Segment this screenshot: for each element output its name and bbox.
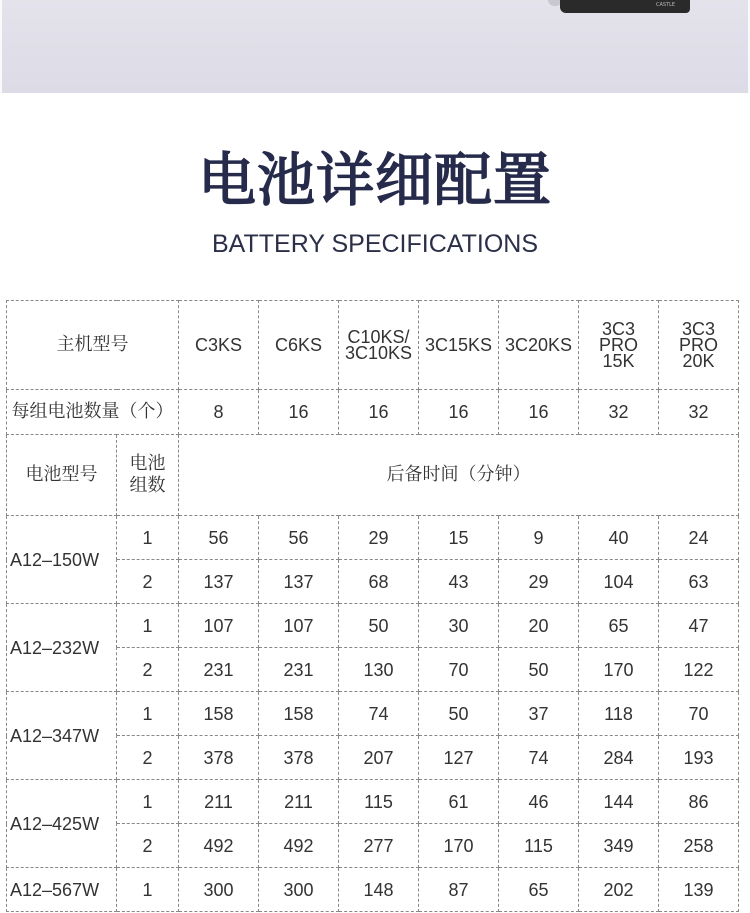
- backup-minutes: 137: [259, 560, 339, 604]
- backup-minutes: 300: [179, 868, 259, 912]
- backup-minutes: 43: [419, 560, 499, 604]
- host-model-text: 3C15KS: [424, 335, 493, 355]
- backup-minutes: 20: [499, 604, 579, 648]
- group-count: 2: [117, 824, 179, 868]
- group-count: 1: [117, 604, 179, 648]
- backup-minutes: 207: [339, 736, 419, 780]
- backup-minutes: 115: [339, 780, 419, 824]
- battery-model: A12–567W: [7, 868, 117, 912]
- backup-minutes: 74: [499, 736, 579, 780]
- battery-count-2: 16: [259, 390, 339, 435]
- battery-count-3: 16: [339, 390, 419, 435]
- backup-minutes: 170: [579, 648, 659, 692]
- host-model-7: [659, 301, 739, 390]
- backup-minutes: 107: [179, 604, 259, 648]
- backup-minutes: 65: [579, 604, 659, 648]
- battery-count-label: 每组电池数量（个）: [7, 390, 179, 435]
- host-model-text: C3KS: [194, 335, 243, 355]
- battery-count-1: 8: [179, 390, 259, 435]
- backup-minutes: 50: [499, 648, 579, 692]
- battery-model: A12–232W: [7, 604, 117, 692]
- group-count-label: [117, 435, 179, 516]
- backup-minutes: 137: [179, 560, 259, 604]
- battery-count-5: 16: [499, 390, 579, 435]
- backup-minutes: 9: [499, 516, 579, 560]
- group-count: 1: [117, 516, 179, 560]
- backup-minutes: 284: [579, 736, 659, 780]
- backup-minutes: 202: [579, 868, 659, 912]
- backup-minutes: 87: [419, 868, 499, 912]
- backup-minutes: 74: [339, 692, 419, 736]
- group-count-text: 电池 组数: [129, 453, 166, 496]
- ups-device-image: [560, 0, 690, 13]
- host-model-row: [7, 301, 739, 390]
- backup-minutes: 158: [259, 692, 339, 736]
- host-model-text: 3C3 PRO 15K: [598, 318, 638, 371]
- backup-minutes: 231: [179, 648, 259, 692]
- backup-minutes: 378: [179, 736, 259, 780]
- backup-minutes: 29: [499, 560, 579, 604]
- backup-minutes: 211: [259, 780, 339, 824]
- table-row: [7, 516, 739, 560]
- table-row: [7, 736, 739, 780]
- page-title: 电池详细配置: [197, 146, 552, 214]
- backup-time-label: 后备时间（分钟）: [179, 435, 739, 516]
- backup-minutes: 115: [499, 824, 579, 868]
- backup-minutes: 46: [499, 780, 579, 824]
- host-model-label: 主机型号: [7, 301, 179, 390]
- battery-model: A12–425W: [7, 780, 117, 868]
- host-model-3: [339, 301, 419, 390]
- host-model-text: C10KS/ 3C10KS: [344, 326, 413, 363]
- page-subtitle: BATTERY SPECIFICATIONS: [212, 230, 538, 258]
- table-row: [7, 780, 739, 824]
- backup-minutes: 130: [339, 648, 419, 692]
- backup-minutes: 492: [179, 824, 259, 868]
- host-model-2: [259, 301, 339, 390]
- battery-count-row: [7, 390, 739, 435]
- backup-minutes: 70: [659, 692, 739, 736]
- backup-minutes: 158: [179, 692, 259, 736]
- table-row: [7, 868, 739, 912]
- backup-minutes: 104: [579, 560, 659, 604]
- battery-count-4: 16: [419, 390, 499, 435]
- host-model-4: [419, 301, 499, 390]
- backup-minutes: 40: [579, 516, 659, 560]
- backup-minutes: 29: [339, 516, 419, 560]
- backup-minutes: 61: [419, 780, 499, 824]
- table-row: [7, 648, 739, 692]
- backup-minutes: 144: [579, 780, 659, 824]
- group-count: 1: [117, 692, 179, 736]
- backup-minutes: 118: [579, 692, 659, 736]
- host-model-6: [579, 301, 659, 390]
- backup-minutes: 86: [659, 780, 739, 824]
- host-model-5: [499, 301, 579, 390]
- host-model-text: 3C20KS: [504, 335, 573, 355]
- backup-minutes: 56: [259, 516, 339, 560]
- backup-minutes: 258: [659, 824, 739, 868]
- backup-minutes: 30: [419, 604, 499, 648]
- table-row: [7, 560, 739, 604]
- backup-minutes: 68: [339, 560, 419, 604]
- backup-minutes: 492: [259, 824, 339, 868]
- backup-minutes: 24: [659, 516, 739, 560]
- backup-minutes: 300: [259, 868, 339, 912]
- backup-minutes: 50: [419, 692, 499, 736]
- battery-count-6: 32: [579, 390, 659, 435]
- battery-spec-table: [6, 300, 739, 912]
- backup-minutes: 107: [259, 604, 339, 648]
- backup-minutes: 47: [659, 604, 739, 648]
- backup-minutes: 56: [179, 516, 259, 560]
- battery-model: A12–150W: [7, 516, 117, 604]
- table-row: [7, 604, 739, 648]
- battery-model-label: 电池型号: [7, 435, 117, 516]
- backup-minutes: 170: [419, 824, 499, 868]
- banner-edge-left: [0, 0, 2, 93]
- subheader-row: [7, 435, 739, 516]
- backup-minutes: 122: [659, 648, 739, 692]
- backup-minutes: 277: [339, 824, 419, 868]
- group-count: 2: [117, 736, 179, 780]
- backup-minutes: 349: [579, 824, 659, 868]
- group-count: 2: [117, 560, 179, 604]
- group-count: 1: [117, 780, 179, 824]
- device-label: CASTLE: [656, 2, 676, 8]
- backup-minutes: 50: [339, 604, 419, 648]
- battery-model: A12–347W: [7, 692, 117, 780]
- backup-minutes: 231: [259, 648, 339, 692]
- backup-minutes: 63: [659, 560, 739, 604]
- host-model-text: 3C3 PRO 20K: [678, 318, 718, 371]
- host-model-text: C6KS: [274, 335, 323, 355]
- backup-minutes: 148: [339, 868, 419, 912]
- backup-minutes: 37: [499, 692, 579, 736]
- backup-minutes: 211: [179, 780, 259, 824]
- backup-minutes: 127: [419, 736, 499, 780]
- group-count: 1: [117, 868, 179, 912]
- backup-minutes: 70: [419, 648, 499, 692]
- backup-minutes: 15: [419, 516, 499, 560]
- backup-minutes: 139: [659, 868, 739, 912]
- backup-minutes: 193: [659, 736, 739, 780]
- top-banner: [0, 0, 750, 93]
- group-count: 2: [117, 648, 179, 692]
- table-row: [7, 824, 739, 868]
- table-row: [7, 692, 739, 736]
- backup-minutes: 65: [499, 868, 579, 912]
- backup-minutes: 378: [259, 736, 339, 780]
- host-model-1: [179, 301, 259, 390]
- battery-count-7: 32: [659, 390, 739, 435]
